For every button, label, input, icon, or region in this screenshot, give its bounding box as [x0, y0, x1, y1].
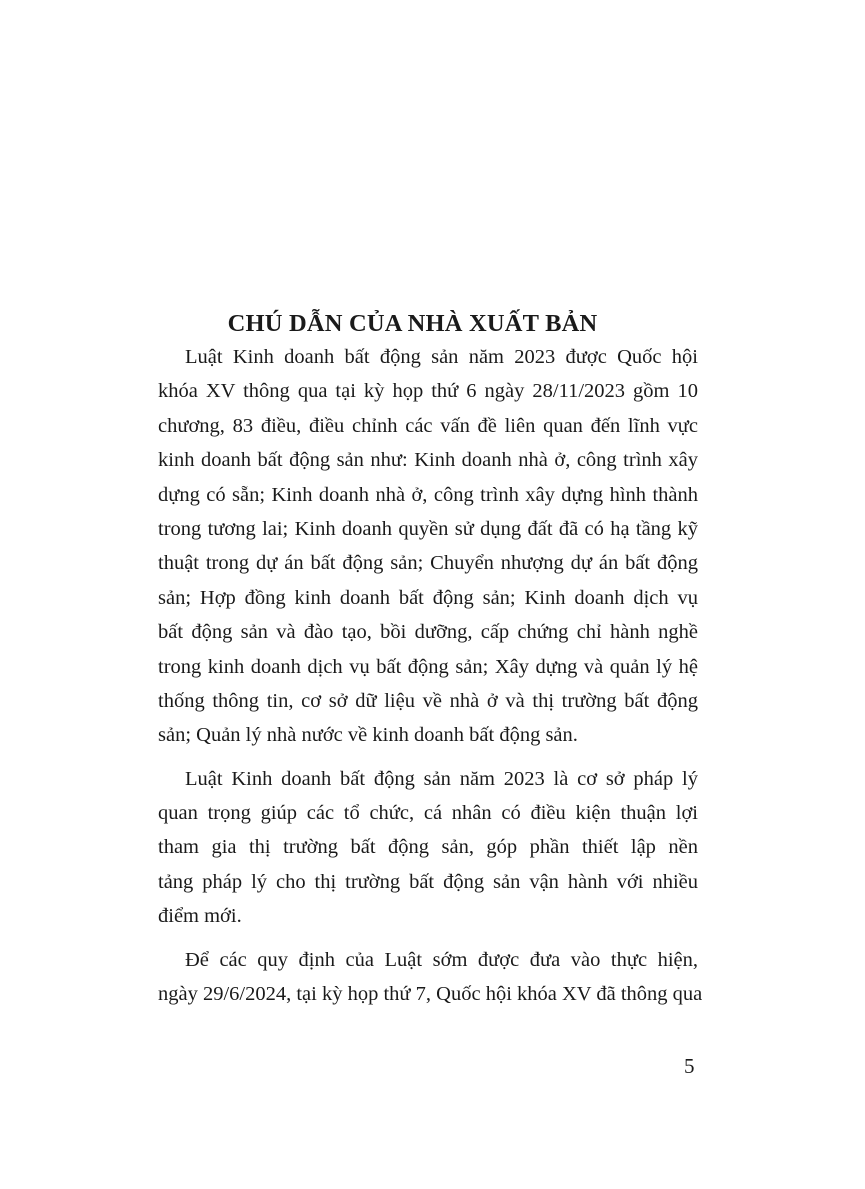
- page-title: CHÚ DẪN CỦA NHÀ XUẤT BẢN: [227, 310, 598, 337]
- text-line: kinh doanh bất động sản như: Kinh doanh nhà ở, công trình xây: [158, 449, 698, 472]
- text-line: tảng pháp lý cho thị trường bất động sản vận hành với nhiều: [158, 870, 698, 893]
- text-line: sản; Hợp đồng kinh doanh bất động sản; Kinh doanh dịch vụ: [158, 586, 698, 609]
- text-line: Luật Kinh doanh bất động sản năm 2023 được Quốc hội: [185, 346, 698, 368]
- text-line: trong kinh doanh dịch vụ bất động sản; Xây dựng và quản lý hệ: [158, 655, 698, 678]
- paragraph: [158, 762, 698, 934]
- text-line: Để các quy định của Luật sớm được đưa vào thực hiện,: [185, 948, 698, 971]
- text-line: dựng có sẵn; Kinh doanh nhà ở, công trình xây dựng hình thành: [158, 483, 698, 506]
- text-line: khóa XV thông qua tại kỳ họp thứ 6 ngày 28/11/2023 gồm 10: [158, 380, 698, 403]
- text-line: bất động sản và đào tạo, bồi dưỡng, cấp chứng chỉ hành nghề: [158, 621, 698, 644]
- text-line: quan trọng giúp các tổ chức, cá nhân có điều kiện thuận lợi: [158, 802, 698, 825]
- text-line: trong tương lai; Kinh doanh quyền sử dụng đất đã có hạ tầng kỹ: [158, 517, 698, 540]
- text-line: điểm mới.: [158, 905, 242, 928]
- text-line: thuật trong dự án bất động sản; Chuyển nhượng dự án bất động: [158, 552, 698, 575]
- paragraph: [158, 340, 698, 753]
- text-line: Luật Kinh doanh bất động sản năm 2023 là cơ sở pháp lý: [185, 767, 698, 790]
- paragraph: [158, 943, 703, 1012]
- text-line: chương, 83 điều, điều chỉnh các vấn đề liên quan đến lĩnh vực: [158, 414, 698, 437]
- text-line: sản; Quản lý nhà nước về kinh doanh bất động sản.: [158, 724, 578, 747]
- text-line: thống thông tin, cơ sở dữ liệu về nhà ở và thị trường bất động: [158, 689, 698, 712]
- text-line: tham gia thị trường bất động sản, góp phần thiết lập nền: [158, 836, 698, 859]
- text-line: ngày 29/6/2024, tại kỳ họp thứ 7, Quốc hội khóa XV đã thông qua: [158, 983, 703, 1006]
- page-number: 5: [684, 1054, 695, 1078]
- body-text: [158, 340, 703, 1020]
